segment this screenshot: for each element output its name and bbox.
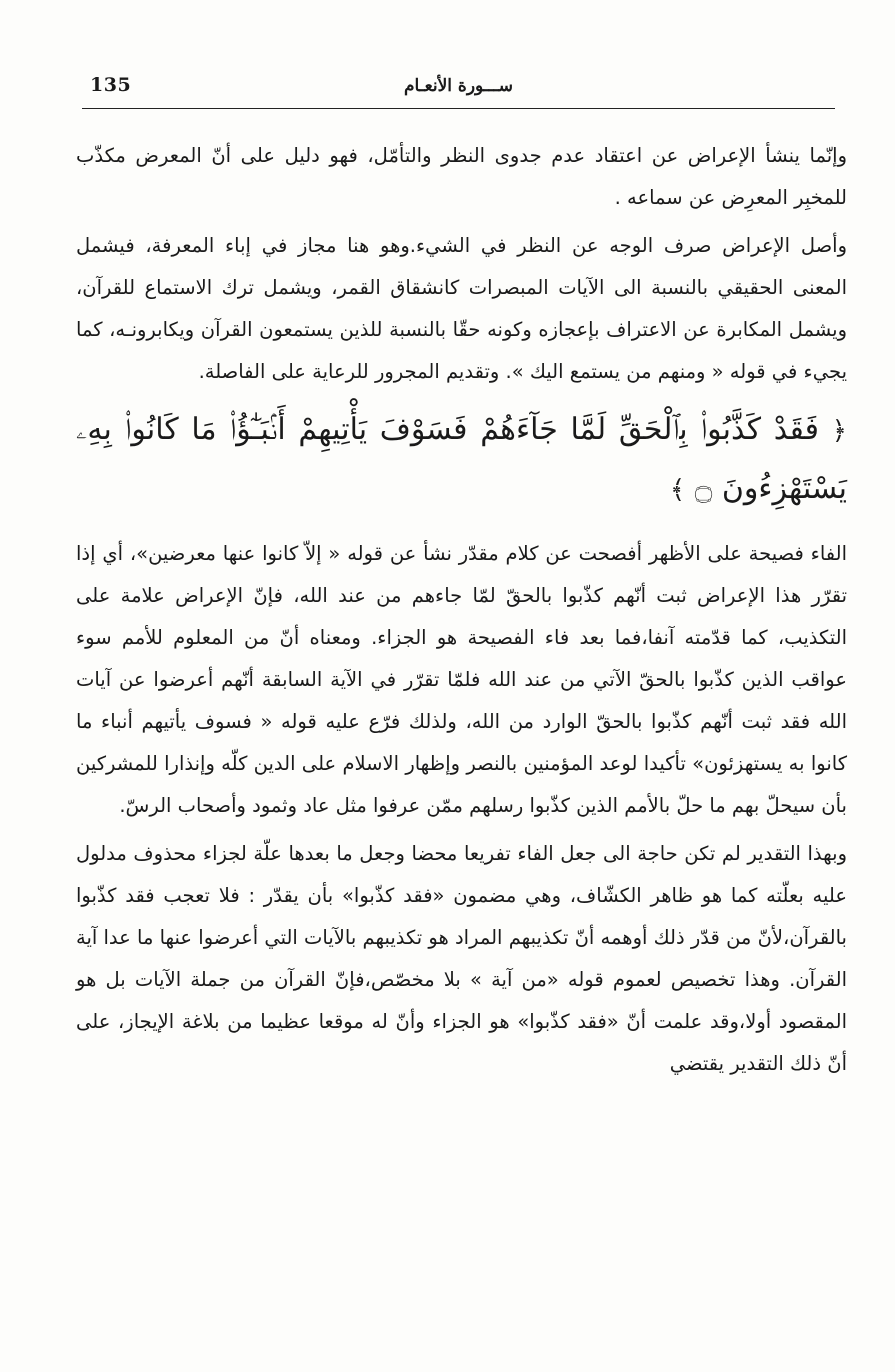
paragraph-3: الفاء فصيحة على الأظهر أفصحت عن كلام مقدّر نشأ عن قوله « إلاّ كانوا عنها معرضين»، أي إذا تقرّر هذا الإعراض ثبت أنّهم كذّبوا بالحقّ لمّا جاءهم من عند الله، فإنّ الإعراض علامة على التكذيب، كما قدّمته آنفا،فما بعد فاء الفصيحة هو الجزاء. ومعناه أنّ من المعلوم للأمم سوء عواقب الذين كذّبوا بالحقّ الآتي من عند الله فلمّا تقرّر في الآية السابقة أنّهم أعرضوا عن آيات الله فقد ثبت أنّهم كذّبوا بالحقّ الوارد من الله، ولذلك فرّع عليه قوله « فسوف يأتيهم أنباء ما كانوا به يستهزئون» تأكيدا لوعد المؤمنين بالنصر وإظهار الاسلام على الدين كلّه وإنذارا للمشركين بأن سيحلّ بهم ما حلّ بالأمم الذين كذّبوا رسلهم ممّن عرفوا مثل عاد وثمود وأصحاب الرسّ. (76, 542, 847, 817)
paragraph-1: وإنّما ينشأ الإعراض عن اعتقاد عدم جدوى النظر والتأمّل، فهو دليل على أنّ المعرض مكذّب للمخبِر المعرِض عن سماعه . (76, 144, 847, 209)
header-divider (82, 108, 835, 109)
quran-verse (76, 401, 847, 519)
verse-open-bracket: ﴿ (831, 416, 847, 446)
page-body (76, 135, 847, 1095)
running-title: ســـورة الأنعـام (403, 76, 514, 96)
verse-text: فَقَدْ كَذَّبُوا۟ بِٱلْحَقِّ لَمَّا جَآءَهُمْ فَسَوْفَ يَأْتِيهِمْ أَنۢبَـٰٓؤُا۟ مَا كَانُوا۟ بِهِۦ يَسْتَهْزِءُونَ ۝ (76, 412, 847, 506)
verse-close-bracket: ﴾ (669, 475, 686, 505)
paragraph-2: وأصل الإعراض صرف الوجه عن النظر في الشيء.وهو هنا مجاز في إباء المعرفة، فيشمل المعنى الحقيقي بالنسبة الى الآيات المبصرات كانشقاق القمر، ويشمل ترك الاستماع للقرآن، ويشمل المكابرة عن الاعتراف بإعجازه وكونه حقّا بالنسبة للذين يستمعون القرآن ويكابرونـه، كما يجيء في قوله « ومنهم من يستمع اليك ». وتقديم المجرور للرعاية على الفاصلة. (76, 234, 847, 383)
page-header (82, 74, 835, 110)
paragraph-4: وبهذا التقدير لم تكن حاجة الى جعل الفاء تفريعا محضا وجعل ما بعدها علّة لجزاء محذوف مدلول عليه بعلّته كما هو ظاهر الكشّاف، وهي مضمون «فقد كذّبوا» بأن يقدّر : فلا تعجب فقد كذّبوا بالقرآن،لأنّ من قدّر ذلك أوهمه أنّ تكذيبهم المراد هو تكذيبهم بالآيات التي أعرضوا عنها ما عدا آية القرآن. وهذا تخصيص لعموم قوله «من آية » بلا مخصّص،فإنّ القرآن من جملة الآيات بل هو المقصود أولا،وقد علمت أنّ «فقد كذّبوا» هو الجزاء وأنّ له موقعا عظيما من بلاغة الإيجاز، على أنّ ذلك التقدير يقتضي (76, 842, 847, 1075)
page-number: 135 (90, 74, 132, 96)
